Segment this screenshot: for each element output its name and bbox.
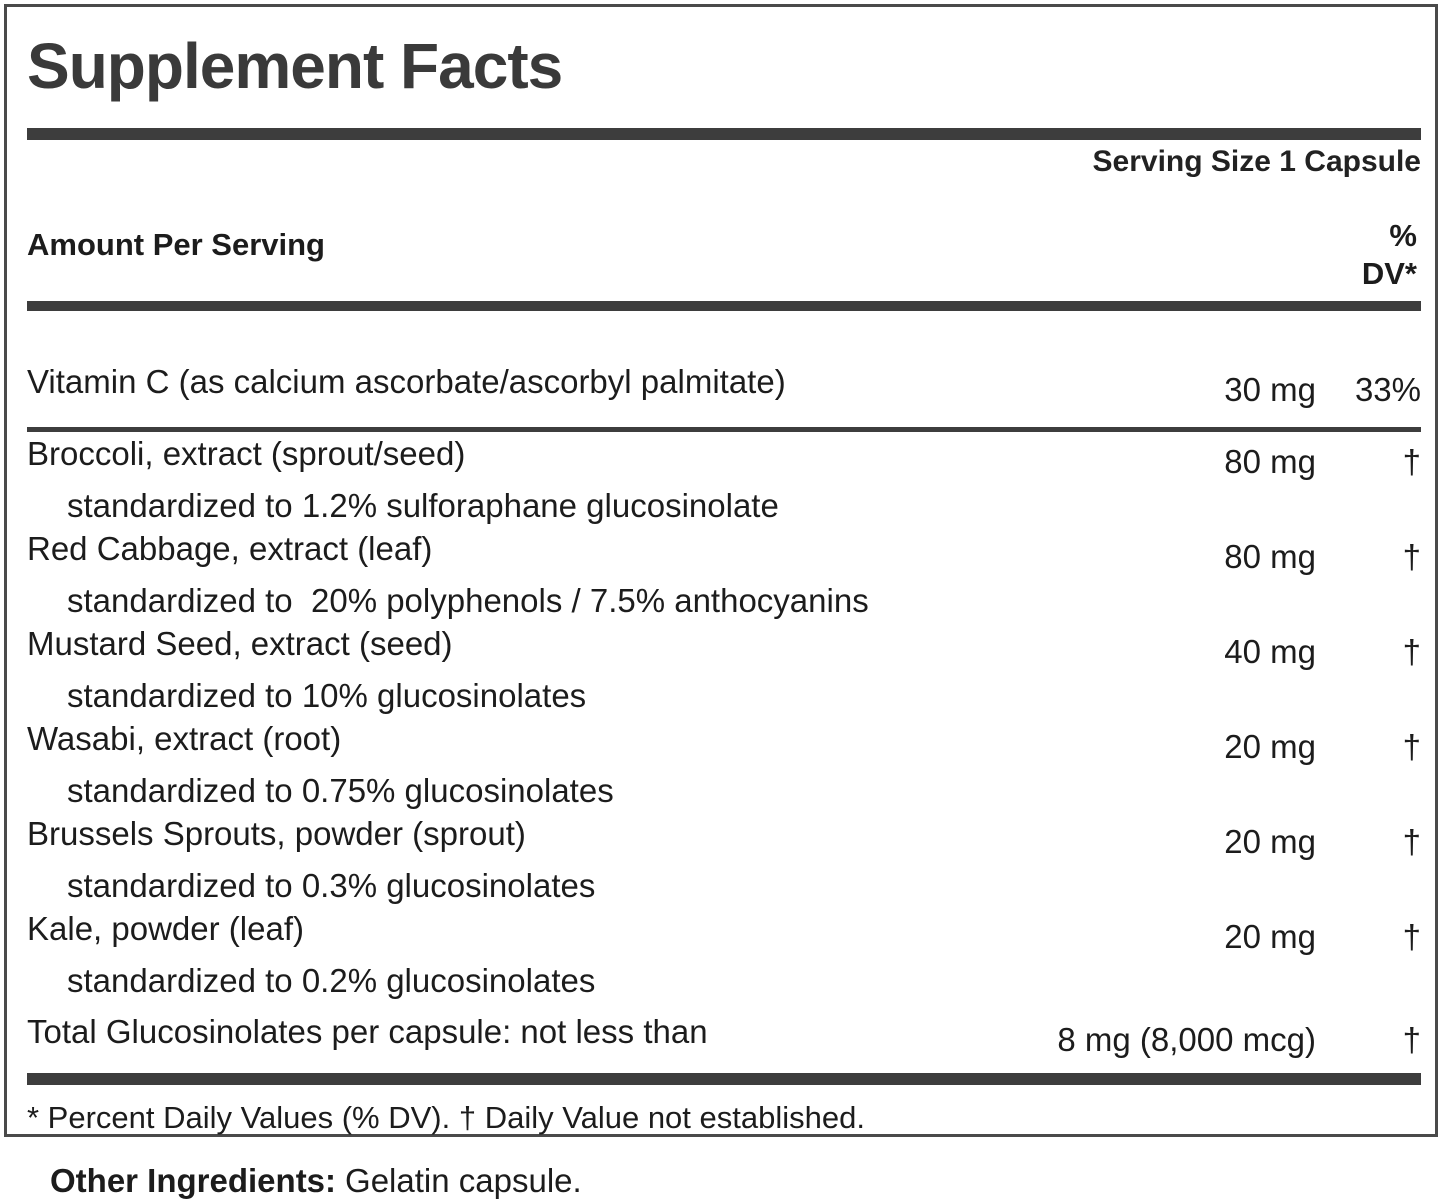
ingredient-amount: 8 mg (8,000 mcg) xyxy=(1057,1021,1316,1058)
ingredient-row-kale xyxy=(27,908,1421,1003)
ingredient-rows xyxy=(27,361,1421,1061)
ingredient-dv: † xyxy=(1402,823,1421,860)
facts-title: Supplement Facts xyxy=(27,30,563,102)
ingredient-row-red-cabbage xyxy=(27,528,1421,623)
ingredient-row-broccoli xyxy=(27,433,1421,528)
ingredient-row-mustard-seed xyxy=(27,623,1421,718)
column-header-row xyxy=(27,182,1421,301)
other-ingredients-value: Gelatin capsule. xyxy=(345,1162,582,1199)
ingredient-standardization: standardized to 0.3% glucosinolates xyxy=(67,867,596,904)
ingredient-amount: 20 mg xyxy=(1224,728,1316,765)
ingredient-dv: † xyxy=(1402,633,1421,670)
footnote-divider-bar xyxy=(27,1073,1421,1085)
ingredient-name: Brussels Sprouts, powder (sprout) xyxy=(27,815,526,852)
ingredient-row-wasabi xyxy=(27,718,1421,813)
ingredient-standardization: standardized to 10% glucosinolates xyxy=(67,677,587,714)
ingredient-amount: 80 mg xyxy=(1224,538,1316,575)
ingredient-dv: † xyxy=(1402,443,1421,480)
ingredient-name: Mustard Seed, extract (seed) xyxy=(27,625,453,662)
serving-size: Serving Size 1 Capsule xyxy=(1092,145,1421,178)
ingredient-amount: 40 mg xyxy=(1224,633,1316,670)
ingredient-standardization: standardized to 0.75% glucosinolates xyxy=(67,772,614,809)
other-ingredients xyxy=(50,1160,582,1202)
ingredient-standardization: standardized to 20% polyphenols / 7.5% anthocyanins xyxy=(67,582,869,619)
ingredient-dv: † xyxy=(1402,1021,1421,1058)
ingredient-name: Total Glucosinolates per capsule: not less than xyxy=(27,1013,708,1050)
ingredient-row-total-glucosinolates xyxy=(27,1011,1421,1061)
ingredient-dv: 33% xyxy=(1354,371,1421,408)
ingredient-name: Wasabi, extract (root) xyxy=(27,720,342,757)
ingredient-standardization: standardized to 0.2% glucosinolates xyxy=(67,962,596,999)
ingredient-dv: † xyxy=(1402,538,1421,575)
percent-dv-line1: % xyxy=(1389,218,1417,253)
header-divider-bar xyxy=(27,301,1421,311)
daily-value-footnote: * Percent Daily Values (% DV). † Daily Value not established. xyxy=(27,1100,865,1135)
ingredient-amount: 20 mg xyxy=(1224,918,1316,955)
ingredient-dv: † xyxy=(1402,918,1421,955)
ingredient-amount: 30 mg xyxy=(1224,371,1316,408)
other-ingredients-label: Other Ingredients: xyxy=(50,1162,337,1199)
ingredient-standardization: standardized to 1.2% sulforaphane glucosinolate xyxy=(67,487,779,524)
percent-dv-line2: DV* xyxy=(1361,256,1417,291)
title-divider-bar xyxy=(27,128,1421,140)
supplement-facts-box xyxy=(4,4,1438,1137)
ingredient-name: Vitamin C (as calcium ascorbate/ascorbyl palmitate) xyxy=(27,363,786,400)
ingredient-dv: † xyxy=(1402,728,1421,765)
vitamin-row-divider xyxy=(27,427,1421,432)
ingredient-amount: 80 mg xyxy=(1224,443,1316,480)
ingredient-row-vitamin-c xyxy=(27,361,1421,411)
ingredient-name: Red Cabbage, extract (leaf) xyxy=(27,530,433,567)
ingredient-amount: 20 mg xyxy=(1224,823,1316,860)
ingredient-name: Kale, powder (leaf) xyxy=(27,910,304,947)
ingredient-row-brussels-sprouts xyxy=(27,813,1421,908)
ingredient-name: Broccoli, extract (sprout/seed) xyxy=(27,435,466,472)
percent-dv-header xyxy=(1362,217,1417,293)
amount-per-serving-header: Amount Per Serving xyxy=(27,227,325,262)
